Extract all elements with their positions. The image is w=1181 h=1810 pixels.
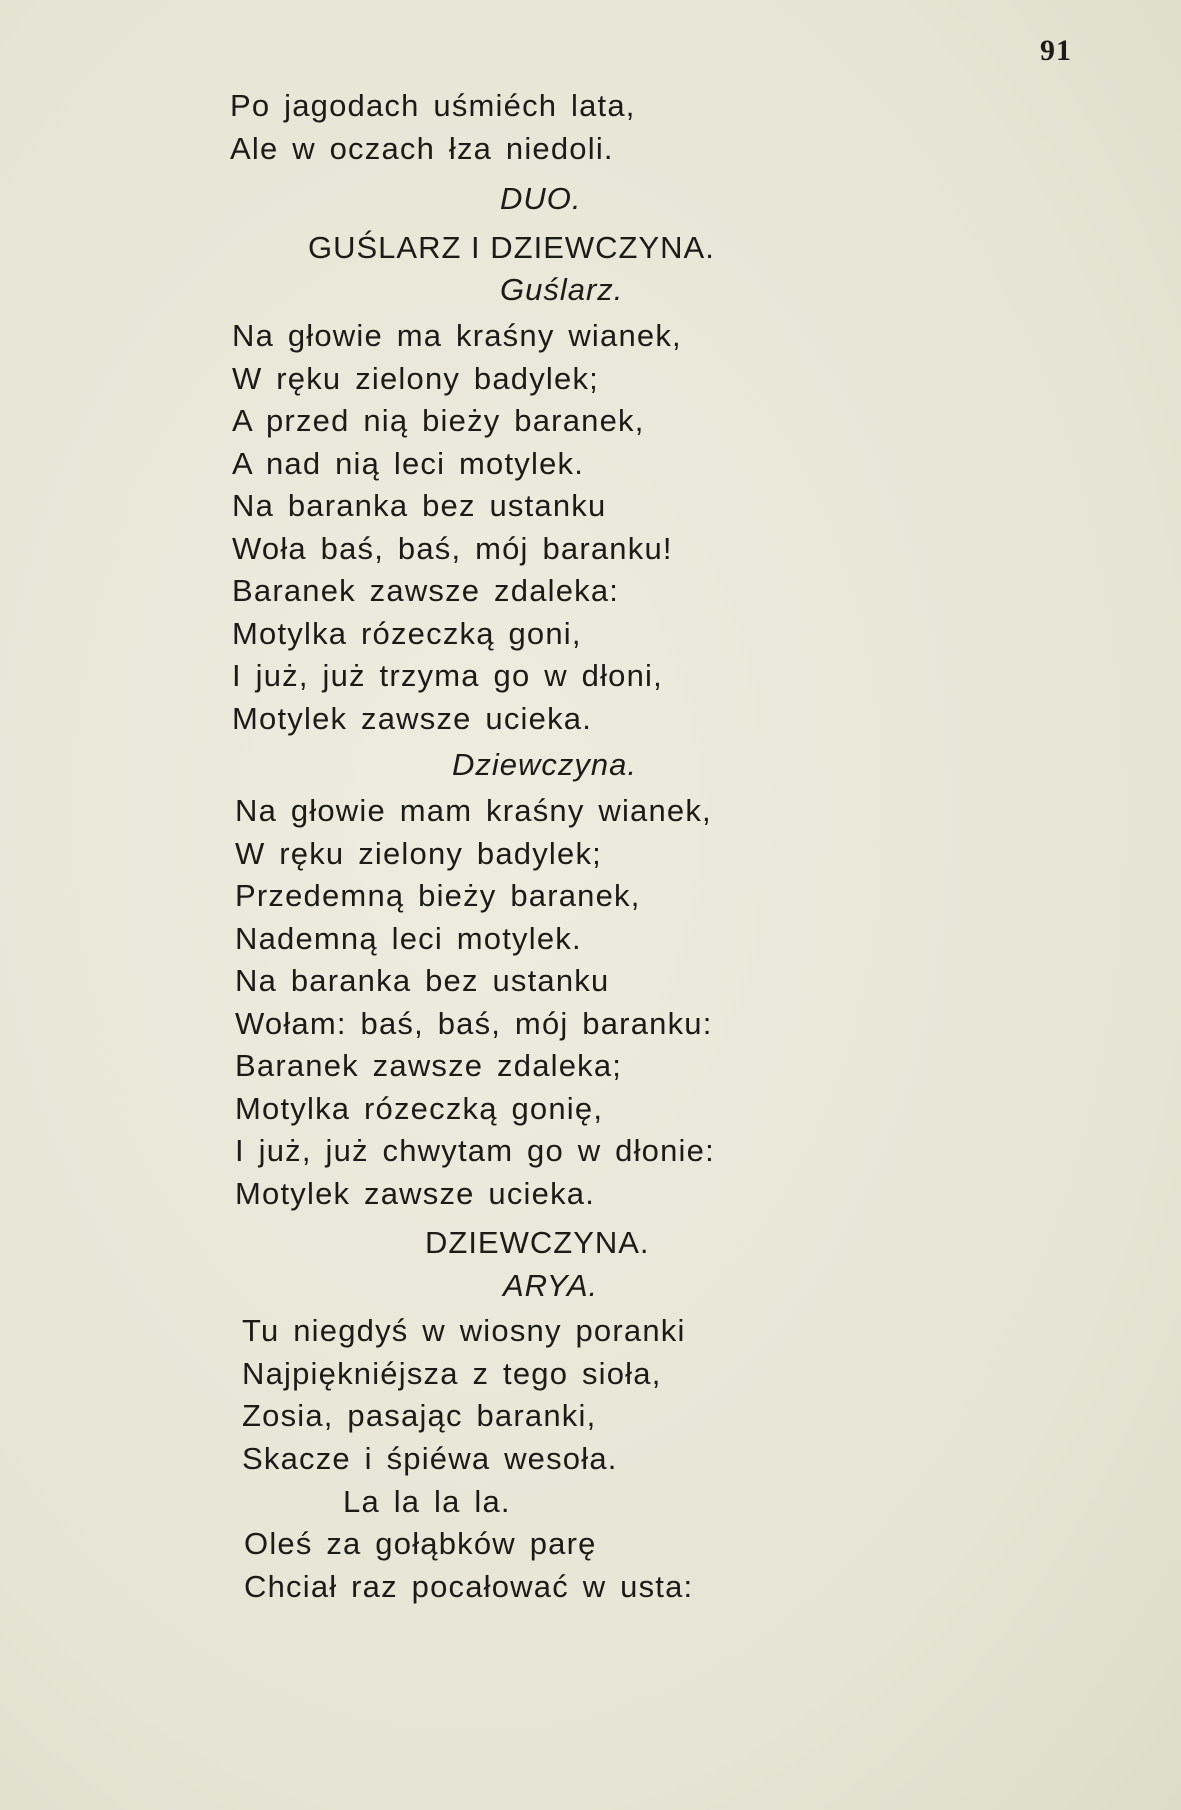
dziewczyna-speaker: Dziewczyna.: [452, 747, 637, 782]
verse-line: Oleś za gołąbków parę: [244, 1526, 597, 1561]
verse-line: W ręku zielony badylek;: [232, 360, 599, 396]
arya-heading: ARYA.: [503, 1268, 599, 1303]
verse-line: Zosia, pasając baranki,: [242, 1398, 597, 1433]
verse-line: Po jagodach uśmiéch lata,: [230, 88, 636, 123]
verse-line: Baranek zawsze zdaleka;: [235, 1048, 623, 1083]
duo-title: GUŚLARZ I DZIEWCZYNA.: [308, 230, 715, 265]
verse-line: Motylka rózeczką gonię,: [235, 1090, 604, 1126]
guslarz-stanza: [232, 315, 682, 740]
verse-line: I już, już trzyma go w dłoni,: [232, 658, 663, 693]
arya-stanza-second: [244, 1523, 693, 1608]
arya-speaker: DZIEWCZYNA.: [425, 1225, 650, 1260]
opening-stanza: [230, 85, 636, 170]
dziewczyna-stanza: [235, 790, 715, 1215]
verse-line: Baranek zawsze zdaleka:: [232, 573, 620, 608]
verse-line: Chciał raz pocałować w usta:: [244, 1568, 694, 1604]
page-number: 91: [1040, 34, 1072, 67]
verse-line: A nad nią leci motylek.: [232, 445, 585, 481]
duo-heading: DUO.: [500, 181, 582, 216]
verse-line: Motylek zawsze ucieka.: [235, 1175, 596, 1211]
verse-line: Nademną leci motylek.: [235, 920, 582, 956]
guslarz-speaker: Guślarz.: [500, 272, 624, 307]
verse-line: Najpiękniéjsza z tego sioła,: [242, 1355, 662, 1391]
verse-line: I już, już chwytam go w dłonie:: [235, 1133, 715, 1168]
verse-line: Motylek zawsze ucieka.: [232, 700, 593, 736]
verse-line: Tu niegdyś w wiosny poranki: [242, 1313, 686, 1348]
verse-line: W ręku zielony badylek;: [235, 835, 602, 871]
verse-line: Przedemną bieży baranek,: [235, 878, 641, 913]
verse-line: Na głowie mam kraśny wianek,: [235, 793, 712, 828]
verse-line: Na baranka bez ustanku: [235, 963, 610, 998]
verse-line: Na baranka bez ustanku: [232, 488, 607, 523]
verse-line: Wołam: baś, baś, mój baranku:: [235, 1005, 713, 1041]
verse-line: A przed nią bieży baranek,: [232, 403, 645, 438]
verse-line: Na głowie ma kraśny wianek,: [232, 318, 682, 353]
verse-line: Skacze i śpiéwa wesoła.: [242, 1440, 618, 1476]
arya-stanza-first: [242, 1310, 686, 1480]
verse-line: Motylka rózeczką goni,: [232, 615, 582, 651]
verse-line: Ale w oczach łza niedoli.: [230, 130, 614, 166]
arya-refrain: La la la la.: [343, 1484, 511, 1519]
verse-line: Woła baś, baś, mój baranku!: [232, 530, 673, 566]
